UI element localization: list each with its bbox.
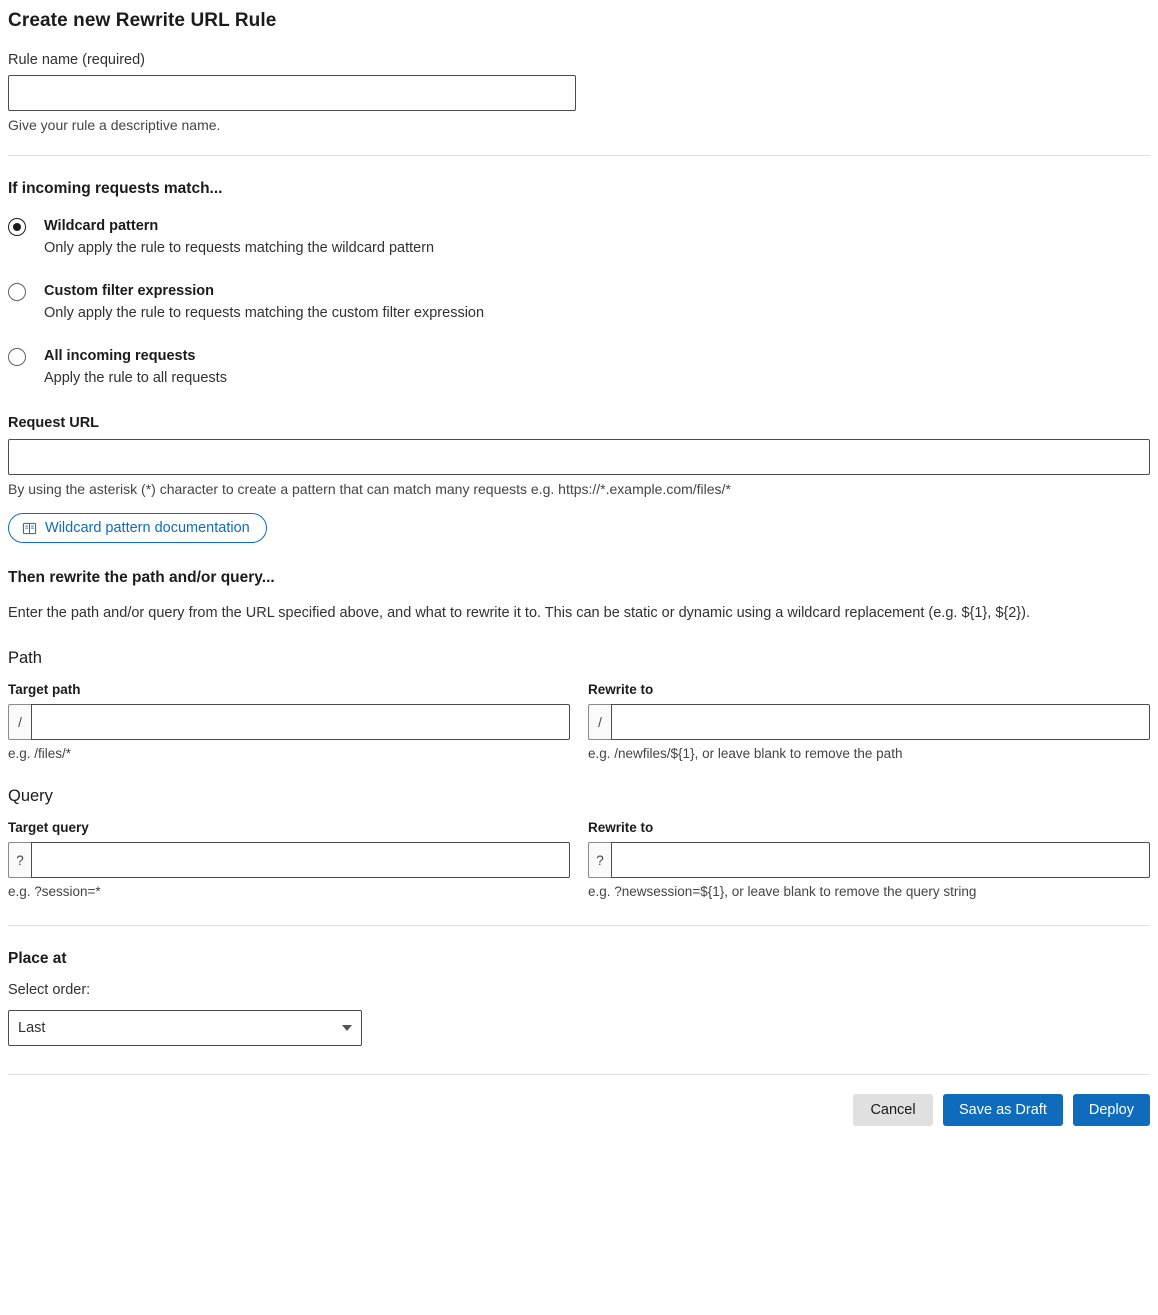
select-order-wrapper[interactable] <box>8 1010 362 1046</box>
rule-name-input[interactable] <box>8 75 576 111</box>
rewrite-path-hint: e.g. /newfiles/${1}, or leave blank to remove the path <box>588 746 903 762</box>
select-order-label: Select order: <box>8 982 91 999</box>
book-icon <box>22 521 37 536</box>
rewrite-query-label: Rewrite to <box>588 820 654 836</box>
cancel-button[interactable]: Cancel <box>853 1094 933 1126</box>
target-path-label: Target path <box>8 682 81 698</box>
radio-button-icon[interactable] <box>8 283 26 301</box>
radio-custom-filter-expression-label: Custom filter expression <box>44 283 215 300</box>
match-section-title: If incoming requests match... <box>8 180 223 197</box>
query-fields-row <box>8 820 1150 899</box>
rule-name-hint: Give your rule a descriptive name. <box>8 117 221 133</box>
page-title: Create new Rewrite URL Rule <box>8 10 277 31</box>
path-fields-row <box>8 682 1150 761</box>
radio-all-incoming-requests-description: Apply the rule to all requests <box>44 370 227 387</box>
section-divider-top <box>8 155 1150 156</box>
rewrite-section-title: Then rewrite the path and/or query... <box>8 569 275 587</box>
radio-wildcard-pattern-label: Wildcard pattern <box>44 218 159 234</box>
radio-all-incoming-requests[interactable] <box>8 346 1150 389</box>
rewrite-query-prefix: ? <box>588 842 611 878</box>
radio-custom-filter-expression-description: Only apply the rule to requests matching the custom filter expression <box>44 305 485 322</box>
footer-actions <box>8 1094 1150 1142</box>
request-url-input[interactable] <box>8 439 1150 475</box>
target-path-prefix: / <box>8 704 31 740</box>
path-group-heading: Path <box>8 649 42 668</box>
place-at-title: Place at <box>8 950 67 968</box>
request-url-label: Request URL <box>8 415 100 432</box>
rewrite-path-prefix: / <box>588 704 611 740</box>
radio-wildcard-pattern-description: Only apply the rule to requests matching the wildcard pattern <box>44 240 435 257</box>
rewrite-path-label: Rewrite to <box>588 682 654 698</box>
target-path-field <box>8 682 570 761</box>
radio-all-incoming-requests-label: All incoming requests <box>44 348 196 365</box>
radio-button-icon[interactable] <box>8 218 26 236</box>
save-as-draft-button[interactable]: Save as Draft <box>943 1094 1063 1126</box>
match-radio-group <box>8 216 1150 389</box>
rewrite-path-field <box>588 682 1150 761</box>
target-query-label: Target query <box>8 820 89 836</box>
section-divider-place-at <box>8 925 1150 926</box>
deploy-button[interactable]: Deploy <box>1073 1094 1150 1126</box>
target-query-hint: e.g. ?session=* <box>8 884 101 900</box>
footer-divider <box>8 1074 1150 1075</box>
target-query-input[interactable] <box>31 842 570 878</box>
radio-button-icon[interactable] <box>8 348 26 366</box>
create-rewrite-url-rule-page <box>0 10 1158 1142</box>
wildcard-pattern-documentation-link[interactable] <box>8 513 267 543</box>
target-path-hint: e.g. /files/* <box>8 746 72 762</box>
rewrite-path-input[interactable] <box>611 704 1150 740</box>
radio-wildcard-pattern[interactable] <box>8 216 1150 259</box>
wildcard-pattern-documentation-label: Wildcard pattern documentation <box>45 520 250 537</box>
select-order-dropdown[interactable] <box>8 1010 362 1046</box>
rewrite-query-field <box>588 820 1150 899</box>
rewrite-section-description: Enter the path and/or query from the URL specified above, and what to rewrite it to. This can be static or dynamic using a wildcard replacement (e.g. ${1}, ${2}). <box>8 605 1031 622</box>
radio-custom-filter-expression[interactable] <box>8 281 1150 324</box>
request-url-hint: By using the asterisk (*) character to create a pattern that can match many requests e.g. https://*.example.com/files/* <box>8 481 731 498</box>
rewrite-query-hint: e.g. ?newsession=${1}, or leave blank to remove the query string <box>588 884 977 900</box>
rewrite-query-input[interactable] <box>611 842 1150 878</box>
query-group-heading: Query <box>8 787 53 806</box>
target-path-input[interactable] <box>31 704 570 740</box>
rule-name-label: Rule name (required) <box>8 52 146 68</box>
target-query-field <box>8 820 570 899</box>
target-query-prefix: ? <box>8 842 31 878</box>
